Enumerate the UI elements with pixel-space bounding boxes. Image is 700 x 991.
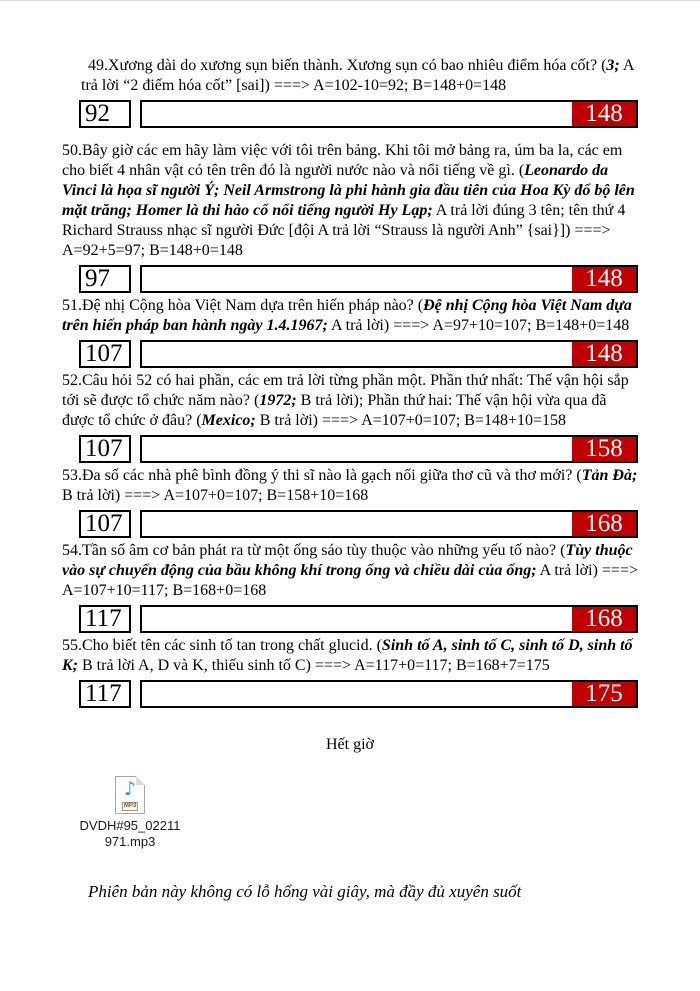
score-track (140, 680, 638, 708)
question-text-segment: B trả lời); Phần thứ hai: Thế vận hội vừa qua đã được tổ chức ở đâu? ( (62, 392, 607, 429)
team-a-score-box: 92 (79, 100, 131, 128)
team-a-score-box: 107 (79, 435, 131, 463)
score-bar (79, 340, 638, 368)
team-a-score-box: 107 (79, 510, 131, 538)
score-bar-spacer (131, 340, 140, 368)
question-answer-segment: Sinh tố A, sinh tố C, sinh tố D, sinh tố K; (62, 637, 633, 674)
file-name-line-1: DVDH#95_02211 (79, 818, 181, 833)
score-track (140, 435, 638, 463)
team-b-score-box: 148 (572, 102, 636, 126)
file-name-line-2: 971.mp3 (104, 834, 156, 849)
question-text-segment: A trả lời đúng 3 tên; tên thứ 4 Richard Strauss nhạc sĩ người Đức [đội A trả lời “Strauss là người Anh” {sai}]) ===> A=92+5=97; B=148+0=148 (62, 202, 626, 259)
team-b-score-box: 175 (572, 682, 636, 706)
team-b-score-box: 168 (572, 607, 636, 631)
question-49 (81, 56, 638, 96)
score-bar-spacer (131, 435, 140, 463)
footer-note: Phiên bản này không có lỗ hổng vài giây, mà đầy đủ xuyên suốt (88, 882, 522, 901)
team-b-score-box: 148 (572, 342, 636, 366)
question-text-segment: A trả lời “2 điểm hóa cốt” [sai]) ===> A=102-10=92; B=148+0=148 (81, 57, 634, 94)
question-text-segment: A trả lời) ===> A=107+10=117; B=168+0=168 (62, 562, 638, 599)
question-answer-segment: Mexico; (201, 412, 256, 429)
question-text-segment: 54.Tần số âm cơ bản phát ra từ một ống sáo tùy thuộc vào những yếu tố nào? ( (62, 542, 566, 559)
question-53 (62, 466, 638, 506)
score-track (140, 265, 638, 293)
score-bar-spacer (131, 605, 140, 633)
embedded-audio-file (70, 776, 190, 850)
question-text-segment: 49.Xương dài do xương sụn biến thành. Xương sụn có bao nhiêu điểm hóa cốt? ( (88, 57, 607, 74)
question-text-segment: B trả lời) ===> A=107+0=107; B=158+10=168 (62, 487, 369, 504)
question-answer-segment: 1972; (259, 392, 297, 409)
question-50 (62, 141, 638, 261)
score-track (140, 340, 638, 368)
team-b-score-box: 158 (572, 437, 636, 461)
question-answer-segment: Tùy thuộc vào sự chuyển động của bầu không khí trong ống và chiều dài của ống; (62, 542, 633, 579)
team-a-score-box: 117 (79, 605, 131, 633)
question-54 (62, 541, 638, 601)
question-text-segment: 53.Đa số các nhà phê bình đồng ý thi sĩ nào là gạch nối giữa thơ cũ và thơ mới? ( (62, 467, 582, 484)
score-bar (79, 265, 638, 293)
question-text-segment: B trả lời A, D và K, thiếu sinh tố C) ===> A=117+0=117; B=168+7=175 (78, 657, 550, 674)
question-text-segment: A trả lời) ===> A=97+10=107; B=148+0=148 (327, 317, 630, 334)
team-a-score-box: 97 (79, 265, 131, 293)
score-bar (79, 510, 638, 538)
team-b-score-box: 168 (572, 512, 636, 536)
question-answer-segment: Đệ nhị Cộng hòa Việt Nam dựa trên hiến pháp ban hành ngày 1.4.1967; (62, 297, 632, 334)
question-answer-segment: Leonardo da Vinci là họa sĩ người Ý; Neil Armstrong là phi hành gia đầu tiên của Hoa Kỳ đổ bộ lên mặt trăng; Homer là thi hào cổ nổi tiếng người Hy Lạp; (62, 162, 635, 219)
question-answer-segment: Tản Đà; (581, 467, 638, 484)
question-text-segment: 50.Bây giờ các em hãy làm việc với tôi trên bảng. Khi tôi mở bảng ra, úm ba la, các em cho biết 4 nhân vật có tên trên đó là người nước nào và nổi tiếng về gì. ( (62, 142, 623, 179)
music-note-icon: ♪ (123, 778, 137, 800)
score-track (140, 605, 638, 633)
question-text-segment: 52.Câu hỏi 52 có hai phần, các em trả lời từng phần một. Phần thứ nhất: Thế vận hội sắp tới sẽ được tổ chức năm nào? ( (62, 372, 629, 409)
team-b-score-box: 148 (572, 267, 636, 291)
score-bar-spacer (131, 510, 140, 538)
team-a-score-box: 117 (79, 680, 131, 708)
score-bar-spacer (131, 680, 140, 708)
score-bar (79, 100, 638, 128)
score-bar-spacer (131, 265, 140, 293)
question-text-segment: 51.Đệ nhị Cộng hòa Việt Nam dựa trên hiến pháp nào? ( (62, 297, 424, 314)
mp3-badge-label: MP3 (123, 803, 137, 809)
question-52 (62, 371, 638, 431)
score-bar (79, 605, 638, 633)
question-answer-segment: 3; (606, 57, 620, 74)
question-text-segment: B trả lời) ===> A=107+0=107; B=148+10=158 (255, 412, 566, 429)
question-text-segment: 55.Cho biết tên các sinh tố tan trong chất glucid. ( (62, 637, 382, 654)
document-content (62, 56, 638, 902)
mp3-file-icon[interactable] (115, 776, 145, 814)
score-bar-spacer (131, 100, 140, 128)
score-track (140, 510, 638, 538)
score-bar (79, 435, 638, 463)
score-bar (79, 680, 638, 708)
question-55 (62, 636, 638, 676)
question-51 (62, 296, 638, 336)
times-up-text: Hết giờ (325, 736, 374, 753)
score-track (140, 100, 638, 128)
team-a-score-box: 107 (79, 340, 131, 368)
